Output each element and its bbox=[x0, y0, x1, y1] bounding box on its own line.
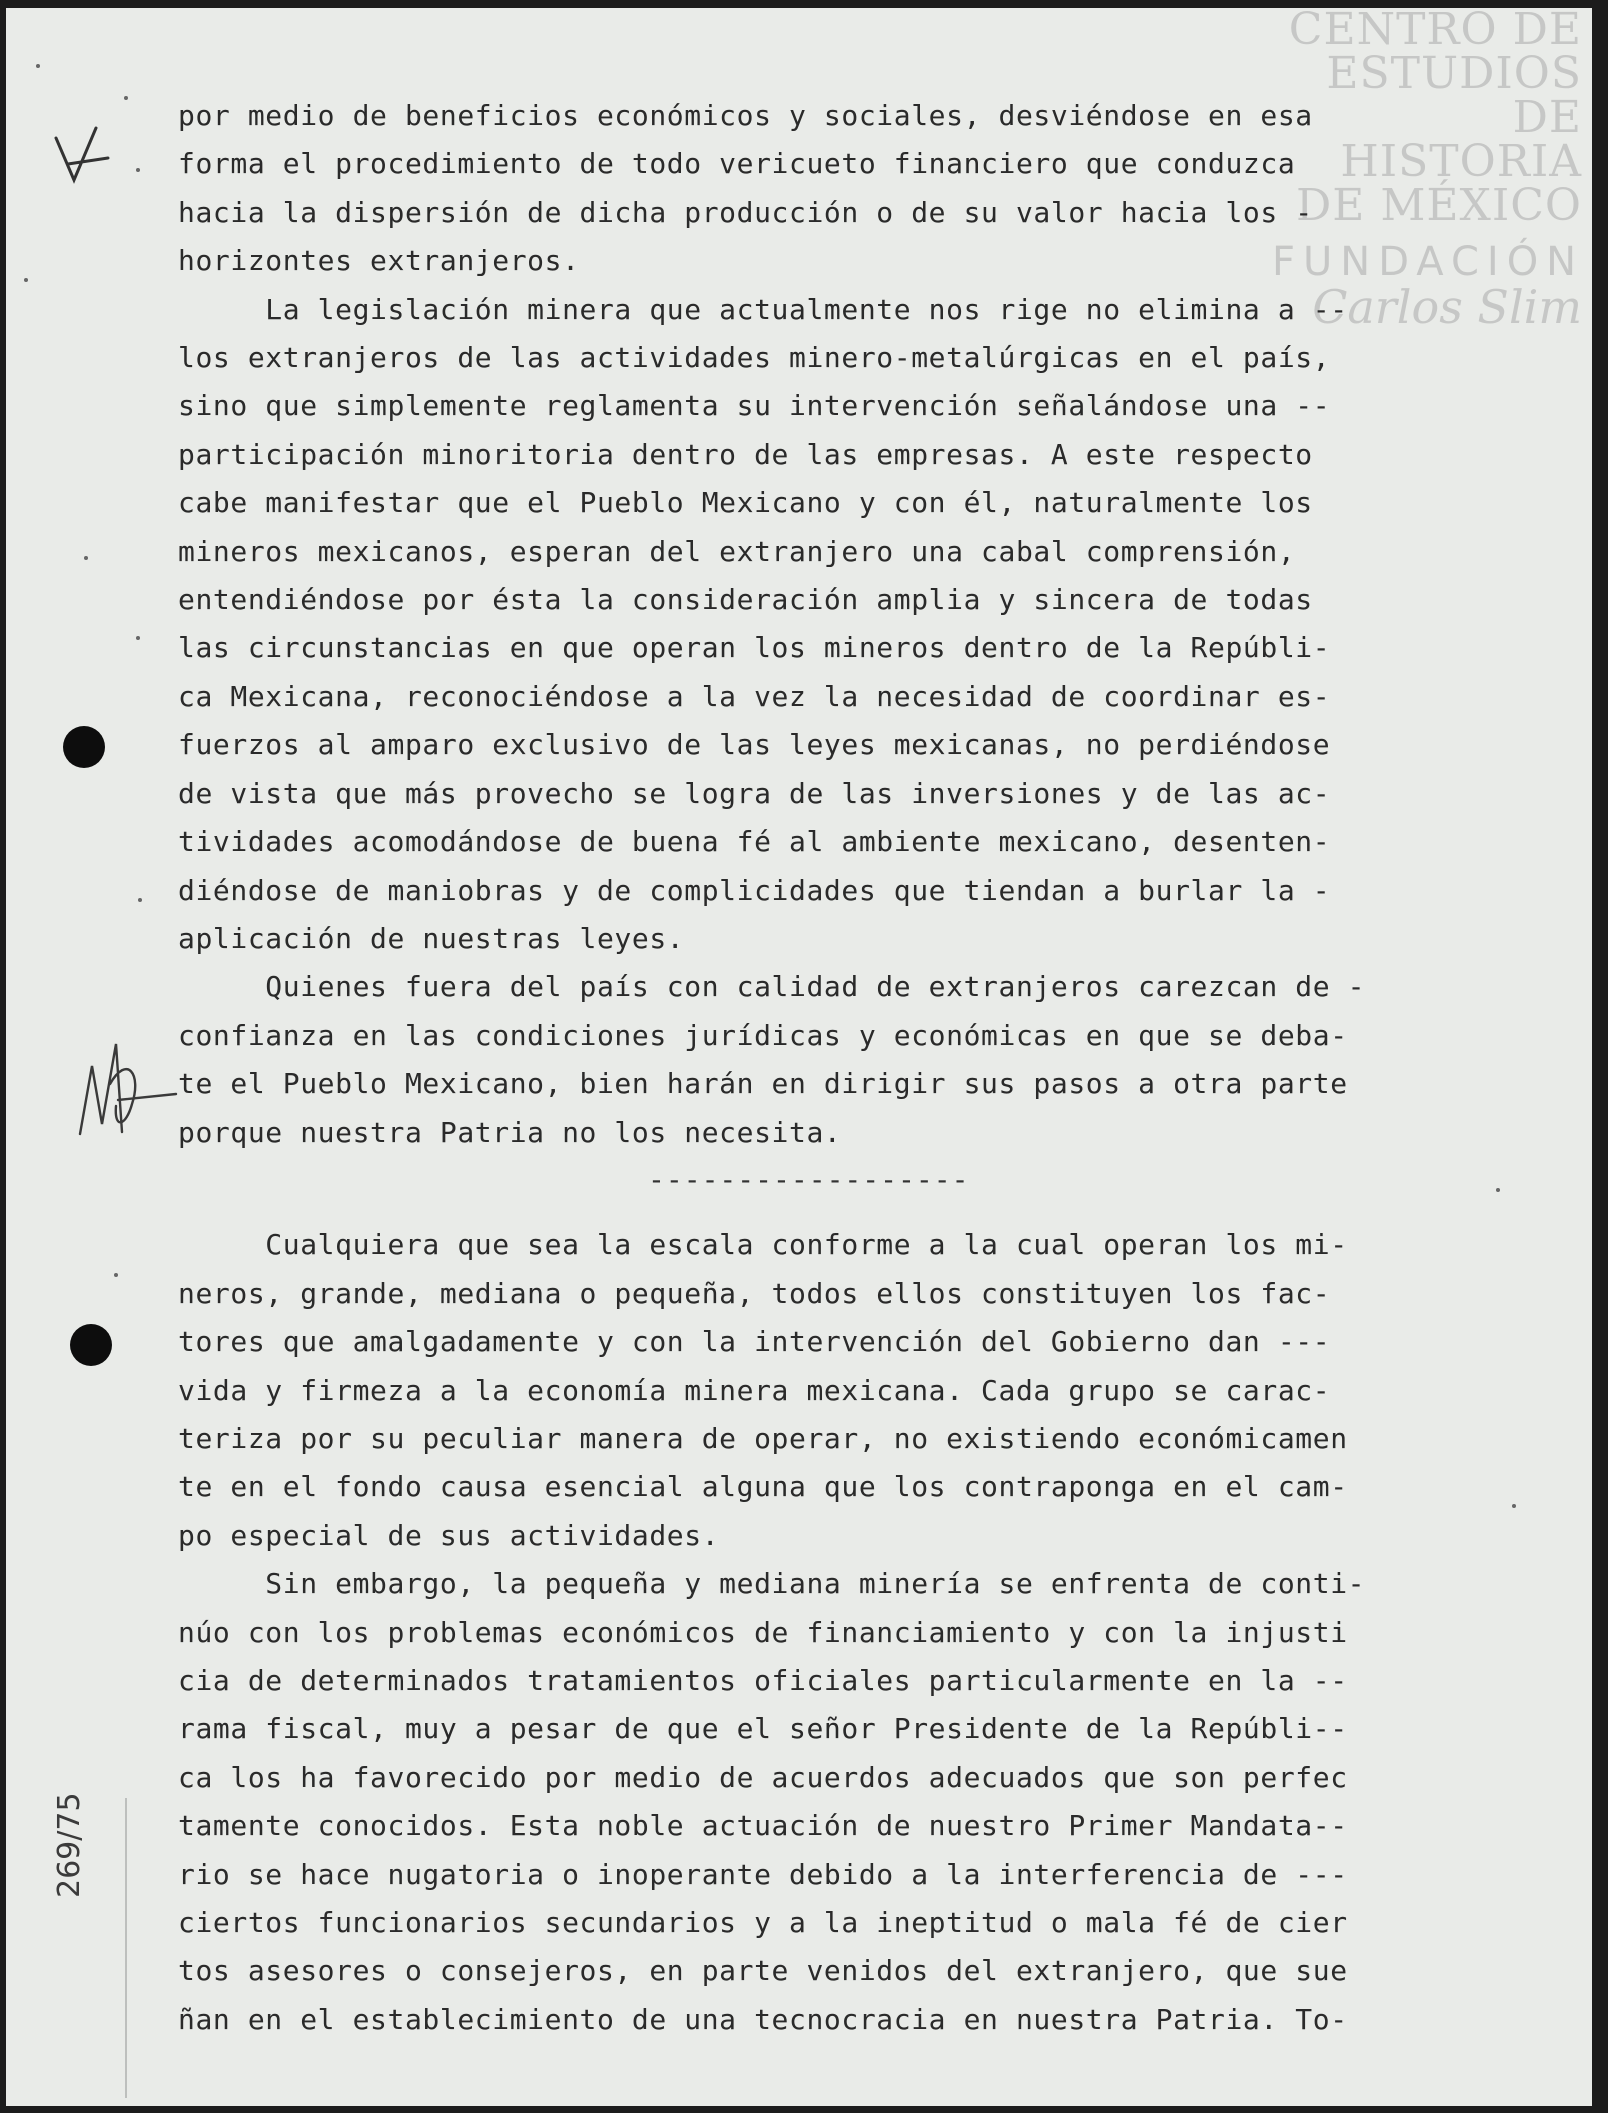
text-line: fuerzos al amparo exclusivo de las leyes mexicanas, no perdiéndose bbox=[178, 728, 1331, 762]
text-line: tamente conocidos. Esta noble actuación de nuestro Primer Mandata-- bbox=[178, 1809, 1348, 1843]
paper-speck bbox=[84, 556, 88, 560]
paper-speck bbox=[138, 898, 142, 902]
text-line: La legislación minera que actualmente nos rige no elimina a -- bbox=[178, 292, 1348, 326]
text-line: sino que simplemente reglamenta su intervención señalándose una -- bbox=[178, 389, 1331, 423]
watermark-foundation: FUNDACIÓN bbox=[1272, 239, 1585, 285]
paper-speck bbox=[136, 636, 140, 640]
text-line: diéndose de maniobras y de complicidades que tiendan a burlar la - bbox=[178, 873, 1331, 907]
text-line: te el Pueblo Mexicano, bien harán en dirigir sus pasos a otra parte bbox=[178, 1067, 1348, 1101]
text-line: Cualquiera que sea la escala conforme a la cual operan los mi- bbox=[178, 1228, 1348, 1262]
text-line: tividades acomodándose de buena fé al ambiente mexicano, desenten- bbox=[178, 825, 1331, 859]
separator-dashes: ------------------ bbox=[648, 1162, 970, 1196]
paper-speck bbox=[136, 168, 140, 172]
text-line: mineros mexicanos, esperan del extranjero una cabal comprensión, bbox=[178, 534, 1296, 568]
text-line: las circunstancias en que operan los mineros dentro de la Repúbli- bbox=[178, 631, 1331, 665]
text-line: confianza en las condiciones jurídicas y económicas en que se deba- bbox=[178, 1018, 1348, 1052]
text-line: tores que amalgadamente y con la intervención del Gobierno dan --- bbox=[178, 1325, 1331, 1359]
text-line: ca los ha favorecido por medio de acuerdos adecuados que son perfec bbox=[178, 1760, 1348, 1794]
text-line: participación minoritoria dentro de las empresas. A este respecto bbox=[178, 437, 1313, 471]
paper-speck bbox=[114, 1273, 118, 1277]
text-line: tos asesores o consejeros, en parte venidos del extranjero, que sue bbox=[178, 1954, 1348, 1988]
text-line: rio se hace nugatoria o inoperante debido a la interferencia de --- bbox=[178, 1857, 1348, 1891]
text-line: te en el fondo causa esencial alguna que los contraponga en el cam- bbox=[178, 1470, 1348, 1504]
paper-speck bbox=[1496, 1188, 1500, 1192]
text-line: núo con los problemas económicos de financiamiento y con la injusti bbox=[178, 1615, 1348, 1649]
watermark-line: CENTRO DE bbox=[1288, 8, 1582, 55]
text-line: por medio de beneficios económicos y sociales, desviéndose en esa bbox=[178, 99, 1313, 132]
handwritten-mark-icon bbox=[46, 118, 116, 198]
text-line: rama fiscal, muy a pesar de que el señor Presidente de la Repúbli-- bbox=[178, 1712, 1348, 1746]
punch-hole bbox=[70, 1324, 112, 1366]
text-line: neros, grande, mediana o pequeña, todos ellos constituyen los fac- bbox=[178, 1276, 1331, 1310]
page-reference: 269/75 bbox=[52, 1792, 87, 1898]
text-line: de vista que más provecho se logra de las inversiones y de las ac- bbox=[178, 776, 1331, 810]
text-line: ñan en el establecimiento de una tecnocracia en nuestra Patria. To- bbox=[178, 2002, 1348, 2036]
watermark-line: ESTUDIOS bbox=[1326, 48, 1582, 99]
section-gap bbox=[178, 1205, 1496, 1221]
paper-speck bbox=[1512, 1504, 1516, 1508]
paper-speck bbox=[124, 96, 128, 100]
text-line: po especial de sus actividades. bbox=[178, 1518, 720, 1552]
initials-mark-icon bbox=[72, 1014, 182, 1154]
watermark-signature: Carlos Slim bbox=[1312, 280, 1582, 334]
text-line: forma el procedimiento de todo vericueto financiero que conduzca bbox=[178, 147, 1296, 181]
punch-hole bbox=[63, 726, 105, 768]
margin-rule bbox=[125, 1798, 127, 2098]
document-page bbox=[6, 8, 1592, 2106]
paper-speck bbox=[36, 64, 40, 68]
text-line: Sin embargo, la pequeña y mediana minería se enfrenta de conti- bbox=[178, 1567, 1366, 1601]
text-line: vida y firmeza a la economía minera mexicana. Cada grupo se carac- bbox=[178, 1373, 1331, 1407]
paper-speck bbox=[24, 278, 28, 282]
text-line: horizontes extranjeros. bbox=[178, 244, 580, 278]
typed-text-body bbox=[178, 92, 1496, 2044]
text-line: entendiéndose por ésta la consideración amplia y sincera de todas bbox=[178, 583, 1313, 617]
text-line: teriza por su peculiar manera de operar, no existiendo económicamen bbox=[178, 1421, 1348, 1455]
text-line: cabe manifestar que el Pueblo Mexicano y con él, naturalmente los bbox=[178, 486, 1313, 520]
watermark-line: DE HISTORIA bbox=[1340, 92, 1582, 187]
text-line: ciertos funcionarios secundarios y a la ineptitud o mala fé de cier bbox=[178, 1906, 1348, 1940]
text-line: ca Mexicana, reconociéndose a la vez la necesidad de coordinar es- bbox=[178, 679, 1331, 713]
text-line: porque nuestra Patria no los necesita. bbox=[178, 1115, 842, 1149]
text-line: Quienes fuera del país con calidad de extranjeros carezcan de - bbox=[178, 970, 1366, 1004]
text-line: hacia la dispersión de dicha producción o de su valor hacia los - bbox=[178, 195, 1313, 229]
text-line: aplicación de nuestras leyes. bbox=[178, 921, 685, 955]
text-line: cia de determinados tratamientos oficiales particularmente en la -- bbox=[178, 1663, 1348, 1697]
text-line: los extranjeros de las actividades minero-metalúrgicas en el país, bbox=[178, 341, 1331, 375]
section-separator bbox=[178, 1157, 1496, 1205]
watermark-line: DE MÉXICO bbox=[1296, 180, 1582, 231]
